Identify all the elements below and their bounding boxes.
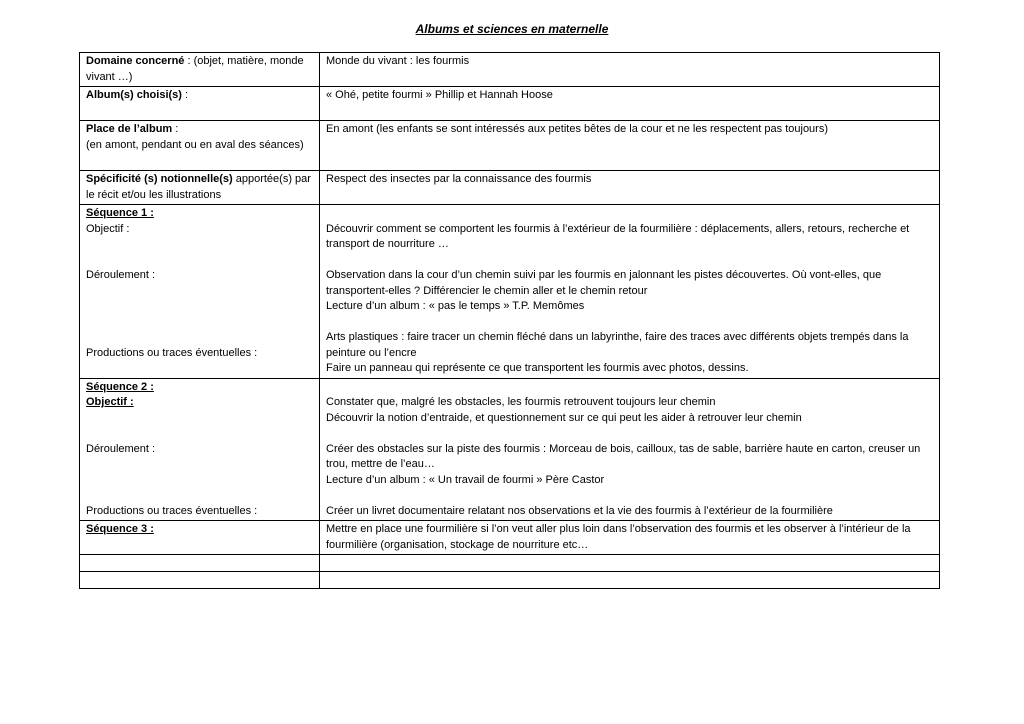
place-label-cell xyxy=(80,121,320,171)
place-label-hint: (en amont, pendant ou en aval des séances) xyxy=(86,138,304,151)
sequence-2-heading: Séquence 2 : xyxy=(86,380,154,393)
table-row-sequence-3 xyxy=(80,521,940,555)
table-row-domaine xyxy=(80,53,940,87)
place-label-colon: : xyxy=(172,123,179,135)
domaine-label: Domaine concerné xyxy=(86,55,185,67)
album-value: « Ohé, petite fourmi » Phillip et Hannah Hoose xyxy=(326,89,553,101)
sequence-1-label-cell xyxy=(80,205,320,379)
sequence-3-label-cell xyxy=(80,521,320,555)
place-value: En amont (les enfants se sont intéressés aux petites bêtes de la cour et ne les respectent pas toujours) xyxy=(326,123,829,135)
specificite-value: Respect des insectes par la connaissance des fourmis xyxy=(326,173,592,185)
sequence-2-label-cell xyxy=(80,378,320,521)
album-label: Album(s) choisi(s) xyxy=(86,89,182,101)
specificite-label-cell xyxy=(80,171,320,205)
table-row-sequence-2 xyxy=(80,378,940,521)
empty-cell xyxy=(320,572,940,589)
table-row-sequence-1 xyxy=(80,205,940,379)
album-label-colon: : xyxy=(181,89,189,101)
sequence-3-heading: Séquence 3 : xyxy=(86,523,154,535)
sequence-1-objectif-value: Découvrir comment se comportent les fourmis à l’extérieur de la fourmilière : déplacements, allers, retours, recherche et transport de nourriture … xyxy=(326,222,910,250)
sequence-2-productions-label: Productions ou traces éventuelles : xyxy=(86,504,258,517)
place-label: Place de l’album xyxy=(86,123,173,135)
sequence-2-value-cell xyxy=(320,378,940,521)
domaine-value-cell xyxy=(320,53,940,87)
album-label-cell xyxy=(80,87,320,121)
sequence-3-value: Mettre en place une fourmilière si l’on veut aller plus loin dans l’observation des fourmis et les observer à l’intérieur de la fourmilière (organisation, stockage de nourriture etc… xyxy=(326,523,911,551)
sequence-2-deroulement-value: Créer des obstacles sur la piste des fourmis : Morceau de bois, cailloux, tas de sable, barrière haute en carton, creuser un trou, mettre de l’eau… xyxy=(326,442,921,470)
empty-cell xyxy=(320,555,940,572)
document-title: Albums et sciences en maternelle xyxy=(415,22,609,36)
sequence-2-deroulement-label: Déroulement : xyxy=(86,442,156,455)
sequence-1-deroulement-label: Déroulement : xyxy=(86,269,156,281)
table-row-empty xyxy=(80,555,940,572)
sequence-1-deroulement-lecture: Lecture d’un album : « pas le temps » T.P. Memômes xyxy=(326,300,585,312)
lesson-plan-table xyxy=(79,52,940,589)
specificite-label: Spécificité (s) notionnelle(s) xyxy=(86,173,233,185)
table-row-place xyxy=(80,121,940,171)
empty-cell xyxy=(80,555,320,572)
domaine-label-cell xyxy=(80,53,320,87)
empty-cell xyxy=(80,572,320,589)
sequence-2-deroulement-lecture: Lecture d’un album : « Un travail de fourmi » Père Castor xyxy=(326,473,605,486)
domaine-value: Monde du vivant : les fourmis xyxy=(326,55,470,67)
domaine-label-hint: : (objet, matière, monde vivant …) xyxy=(86,55,304,83)
sequence-1-productions-value: Arts plastiques : faire tracer un chemin fléché dans un labyrinthe, faire des traces avec différents objets trempés dans la peinture ou l’encre xyxy=(326,331,909,359)
sequence-1-productions-panneau: Faire un panneau qui représente ce que transportent les fourmis avec photos, dessins. xyxy=(326,362,749,374)
sequence-2-entraide-value: Découvrir la notion d’entraide, et questionnement sur ce qui peut les aider à retrouver leur chemin xyxy=(326,411,802,424)
table-row-empty xyxy=(80,572,940,589)
sequence-2-objectif-value: Constater que, malgré les obstacles, les fourmis retrouvent toujours leur chemin xyxy=(326,396,716,408)
sequence-1-deroulement-value: Observation dans la cour d’un chemin suivi par les fourmis en jalonnant les pistes découvertes. Où vont-elles, que transportent-elles ? Différencier le chemin aller et le chemin retour xyxy=(326,269,882,297)
table-row-album xyxy=(80,87,940,121)
album-value-cell xyxy=(320,87,940,121)
specificite-value-cell xyxy=(320,171,940,205)
sequence-1-heading: Séquence 1 : xyxy=(86,207,154,219)
specificite-label-hint: apportée(s) par le récit et/ou les illustrations xyxy=(86,173,311,201)
place-value-cell xyxy=(320,121,940,171)
sequence-3-value-cell xyxy=(320,521,940,555)
sequence-1-objectif-label: Objectif : xyxy=(86,222,130,235)
sequence-1-productions-label: Productions ou traces éventuelles : xyxy=(86,346,258,359)
sequence-1-value-cell xyxy=(320,205,940,379)
sequence-2-objectif-label: Objectif : xyxy=(86,396,134,408)
sequence-2-productions-value: Créer un livret documentaire relatant nos observations et la vie des fourmis à l’extérieur de la fourmilière xyxy=(326,504,833,517)
table-row-specificite xyxy=(80,171,940,205)
